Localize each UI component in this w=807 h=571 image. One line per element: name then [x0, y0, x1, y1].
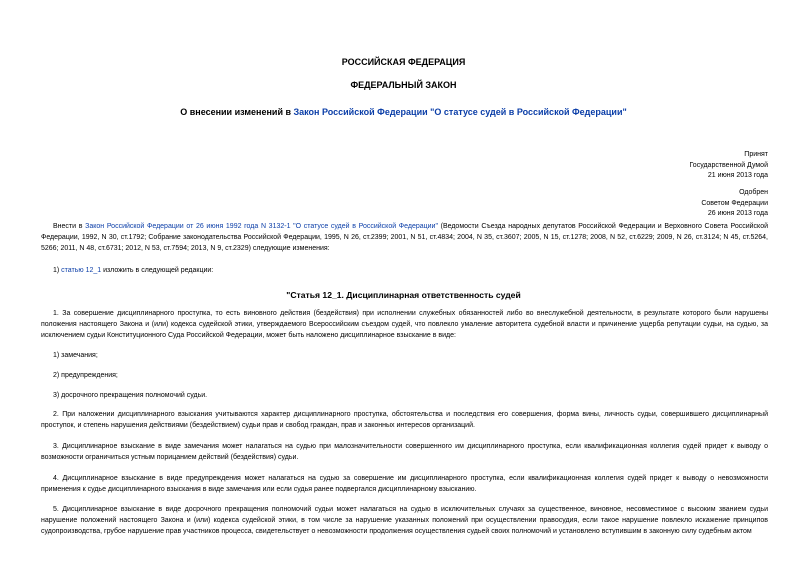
intro-rest: (Ведомости Съезда народных депутатов Российской Федерации и Верховного Совета Российской Федерации, 1992, N 30, ст.1792; Собрание законодательства Российской Федерации, 1995, N 26, ст.2399; 2001, N 51, ст.4834; 2004, N 35, ст.3607; 2005, N 15, ст.1278; 2008, N 52, ст.6229; 2009, N 26, ст.3124; N 45, ст.5264, 5266; 2011, N 48, ст.6731; 2012, N 53, ст.7594; 2013, N 9, ст.2329) следующие изменения: — [41, 223, 768, 252]
law-type-heading: ФЕДЕРАЛЬНЫЙ ЗАКОН — [350, 80, 457, 90]
article-12-1-link[interactable]: статью 12_1 — [61, 267, 102, 274]
list-item-1: 1) замечания; — [53, 352, 98, 359]
council-approved-label: Одобрен — [739, 189, 768, 196]
intro-law-link[interactable]: Закон Российской Федерации от 26 июня 1992 года N 3132-1 "О статусе судей в Российской Федерации" — [85, 223, 438, 230]
item-1-paragraph — [41, 266, 768, 277]
country-heading: РОССИЙСКАЯ ФЕДЕРАЦИЯ — [341, 57, 466, 67]
article-title: "Статья 12_1. Дисциплинарная ответственность судей — [286, 290, 521, 300]
subject-law-link[interactable]: Закон Российской Федерации "О статусе судей в Российской Федерации" — [293, 107, 627, 117]
article-paragraph-4: 4. Дисциплинарное взыскание в виде предупреждения может налагаться на судью за совершение им дисциплинарного проступка, если квалификационная коллегия судей придет к выводу о невозможности применения к судье дисциплинарного взыскания в виде замечания или если судья ранее подвергался дисциплинарному взысканию. — [41, 475, 768, 493]
list-item-3: 3) досрочного прекращения полномочий судьи. — [53, 392, 208, 399]
article-paragraph-2: 2. При наложении дисциплинарного взыскания учитываются характер дисциплинарного проступка, обстоятельства и последствия его совершения, форма вины, личность судьи, совершившего дисциплинарный проступок, и степень нарушения действиями (бездействием) судьи прав и свобод граждан, прав и законных интересов организаций. — [41, 411, 768, 429]
article-paragraph-3: 3. Дисциплинарное взыскание в виде замечания может налагаться на судью при малозначительности совершенного им дисциплинарного проступка, если квалификационная коллегия судей придет к выводу о возможности ограничиться устным порицанием действий (бездействия) судьи. — [41, 443, 768, 461]
item-1-rest: изложить в следующей редакции: — [101, 267, 214, 274]
duma-name: Государственной Думой — [689, 161, 768, 169]
subject-prefix: О внесении изменений в — [180, 107, 294, 117]
list-item-2: 2) предупреждения; — [53, 372, 118, 379]
council-date: 26 июня 2013 года — [707, 210, 768, 217]
council-approval-block — [701, 188, 768, 220]
duma-date: 21 июня 2013 года — [707, 172, 768, 179]
duma-adoption-block — [689, 150, 768, 182]
law-subject-title — [0, 107, 807, 117]
article-paragraph-5: 5. Дисциплинарное взыскание в виде досрочного прекращения полномочий судьи может налагаться на судью в исключительных случаях за существенное, виновное, несовместимое с высоким званием судьи нарушение положений настоящего Закона и (или) кодекса судейской этики, в том числе за нарушение указанных положений при осуществлении правосудия, если такое нарушение повлекло искажение принципов судопроизводства, грубое нарушение прав участников процесса, свидетельствует о невозможности продолжения осуществления судьей своих полномочий и установлено вступившим в законную силу судебным актом — [41, 506, 768, 535]
item-1-prefix: 1) — [53, 267, 62, 274]
duma-adopted-label: Принят — [744, 151, 768, 158]
intro-prefix: Внести в — [53, 223, 86, 230]
intro-paragraph — [41, 222, 768, 254]
article-paragraph-1: 1. За совершение дисциплинарного проступка, то есть виновного действия (бездействия) при исполнении служебных обязанностей либо во внеслужебной деятельности, в результате которого были нарушены положения настоящего Закона и (или) кодекса судейской этики, утверждаемого Всероссийским съездом судей, что повлекло умаление авторитета судебной власти и причинение ущерба репутации судьи, на судью, за исключением судьи Конституционного Суда Российской Федерации, может быть наложено дисциплинарное взыскание в виде: — [41, 310, 768, 339]
council-name: Советом Федерации — [701, 199, 768, 207]
